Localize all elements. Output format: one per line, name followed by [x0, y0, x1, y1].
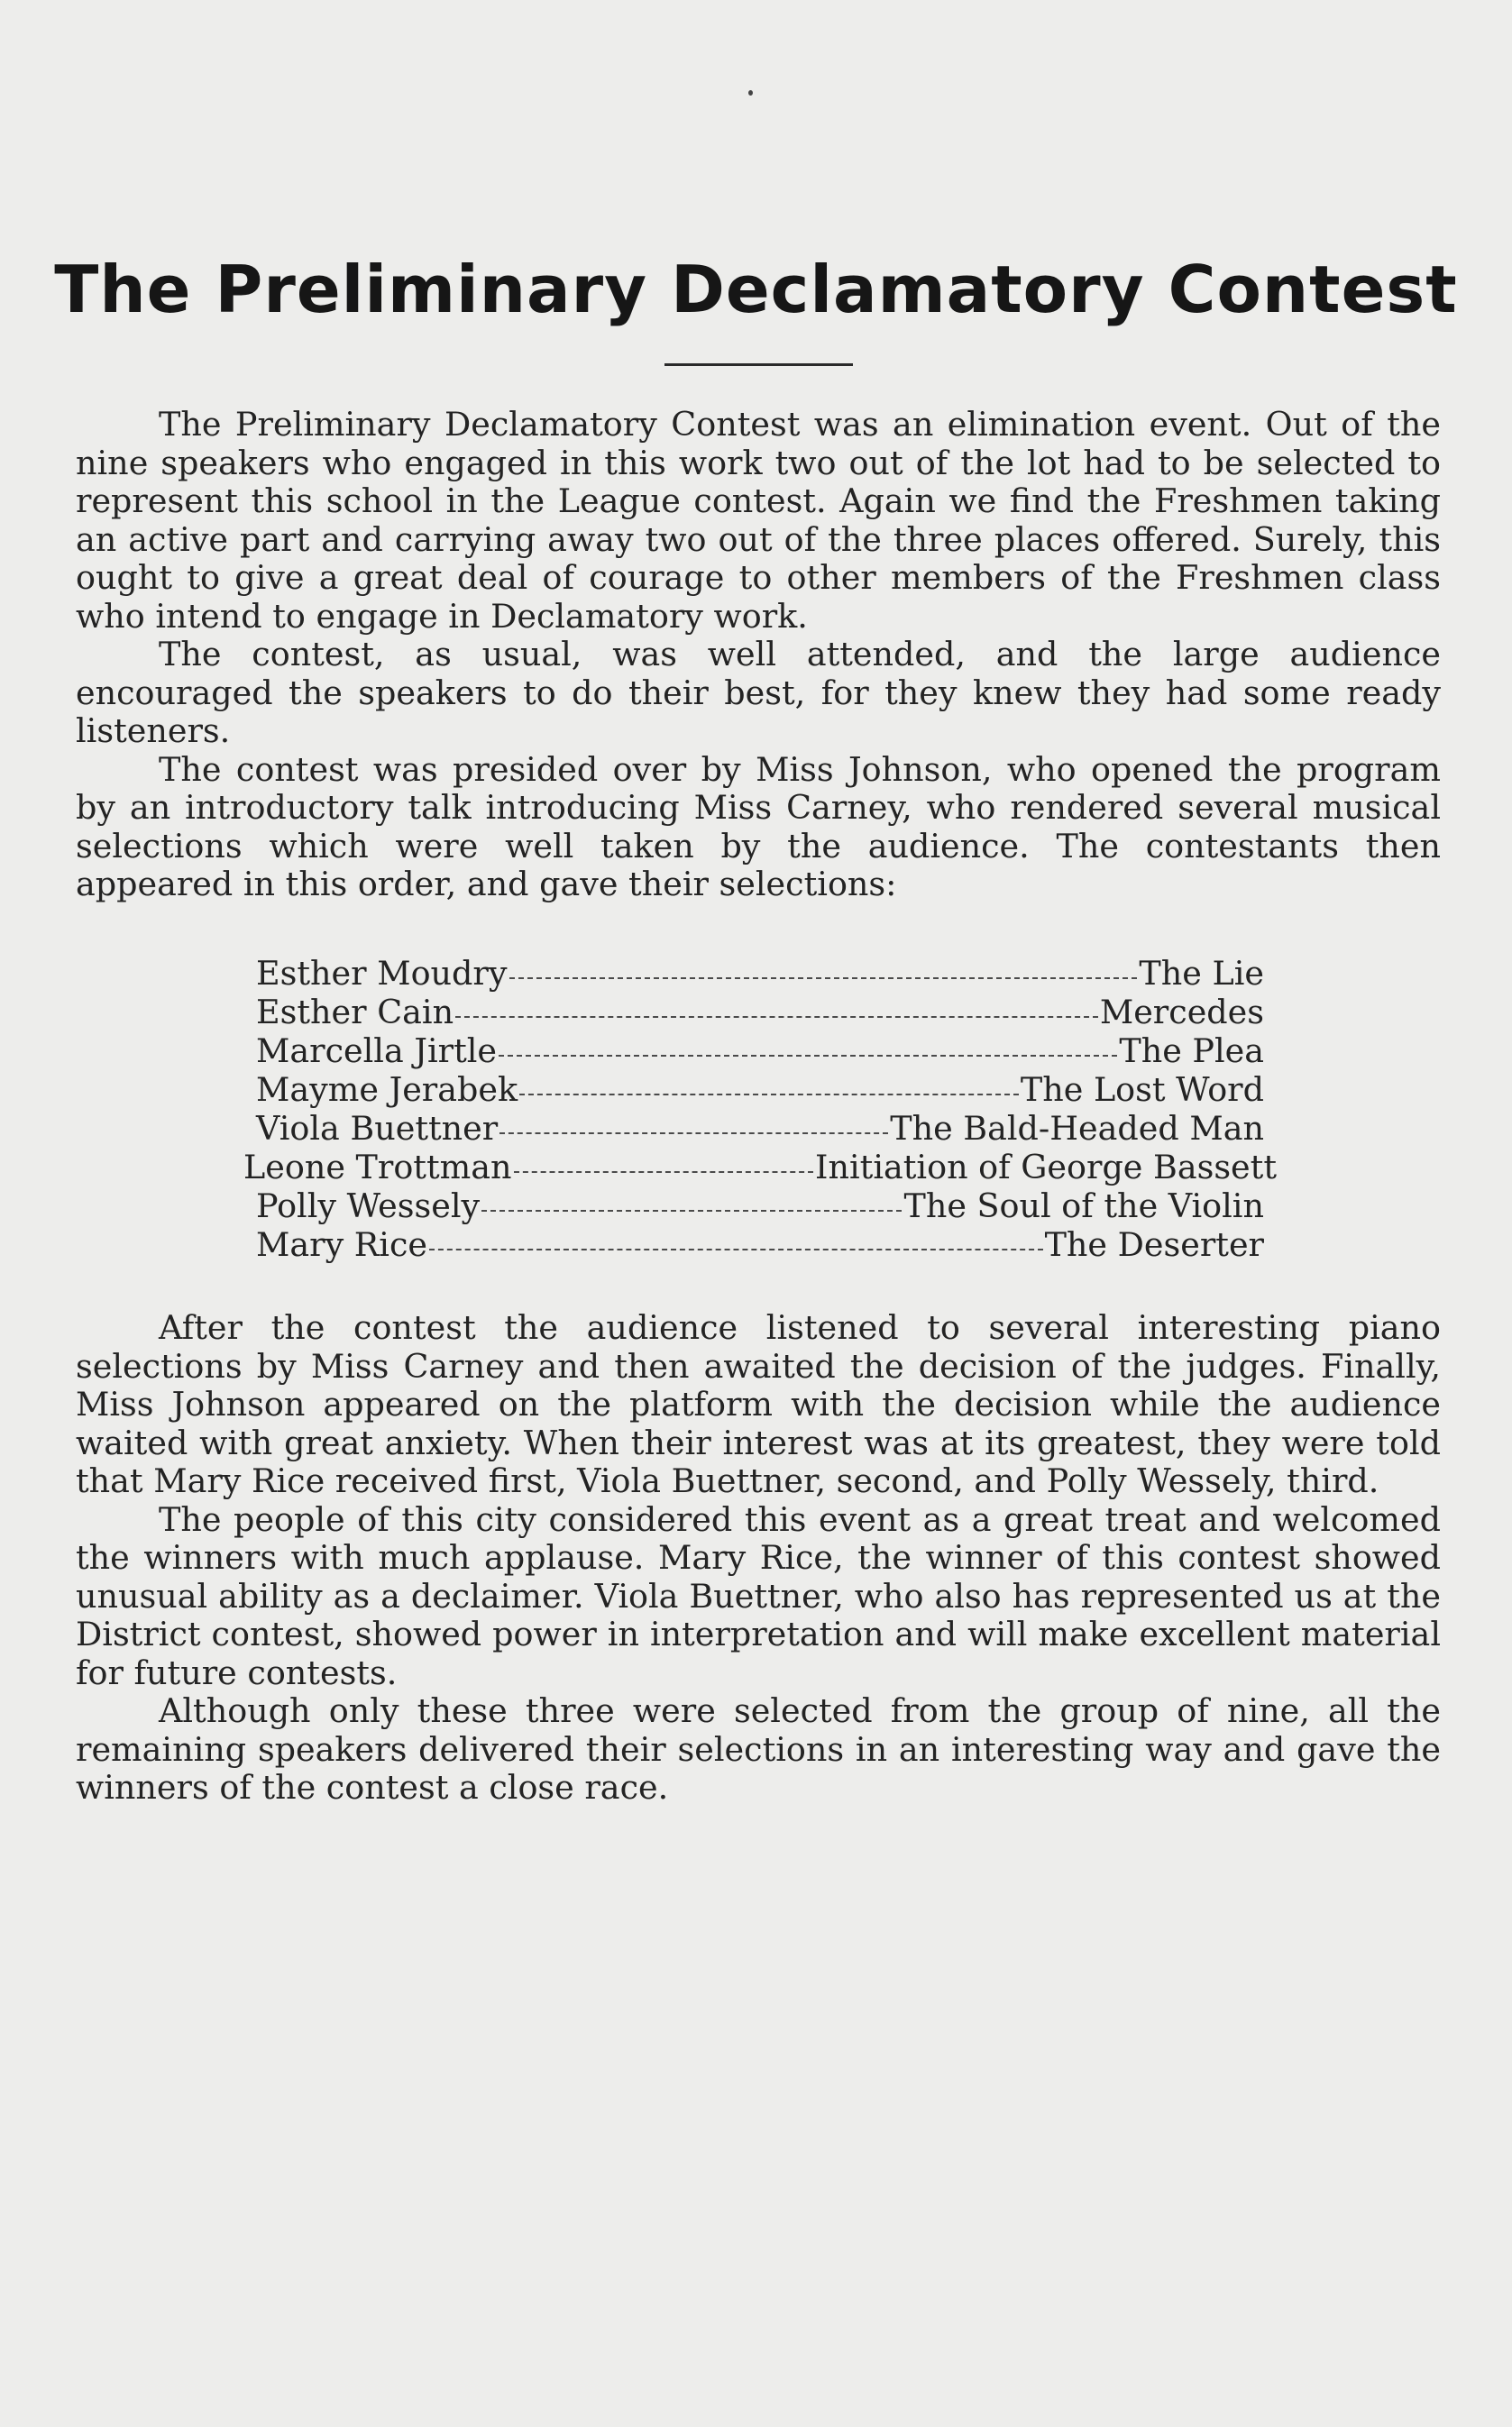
- contestant-name: Mayme Jerabek: [256, 1070, 518, 1109]
- dot-leader: [481, 1210, 902, 1212]
- contestant-list: [243, 954, 1277, 1264]
- intro-section: [76, 406, 1441, 904]
- contestant-name: Marcella Jirtle: [256, 1031, 498, 1070]
- contestant-selection: The Deserter: [1044, 1225, 1264, 1264]
- paragraph: The people of this city considered this event as a great treat and welcomed the winners with much applause. Mary Rice, the winner of this contest showed unusual ability as a declaimer. Viola Buettner, who also has represented us at the District contest, showed power in interpretation and will make excellent material for future contests.: [76, 1499, 1441, 1692]
- contestant-selection: The Lost Word: [1020, 1070, 1264, 1109]
- contestant-row: [256, 1109, 1264, 1148]
- print-speck: [748, 90, 753, 96]
- dot-leader: [499, 1132, 888, 1134]
- contestant-name: Leone Trottman: [243, 1148, 512, 1186]
- contestant-selection: Initiation of George Bassett: [815, 1148, 1277, 1186]
- paragraph: Although only these three were selected from the group of nine, all the remaining speakers delivered their selections in an interesting way and gave the winners of the contest a close race.: [76, 1691, 1441, 1807]
- contestant-row: [256, 1225, 1264, 1264]
- dot-leader: [429, 1249, 1043, 1250]
- paragraph: The contest was presided over by Miss Johnson, who opened the program by an introductory talk introducing Miss Carney, who rendered several musical selections which were well taken by the audience. The contestants then appeared in this order, and gave their selections:: [76, 749, 1441, 903]
- contestant-selection: The Lie: [1139, 954, 1264, 993]
- contestant-name: Viola Buettner: [256, 1109, 499, 1148]
- contestant-row: [256, 954, 1264, 993]
- dot-leader: [499, 1055, 1117, 1057]
- contestant-name: Mary Rice: [256, 1225, 428, 1264]
- contestant-row: [256, 1070, 1264, 1109]
- contestant-selection: The Bald-Headed Man: [890, 1109, 1264, 1148]
- contestant-selection: Mercedes: [1099, 993, 1264, 1031]
- page-title: The Preliminary Declamatory Contest: [54, 252, 1458, 327]
- contestant-name: Esther Moudry: [256, 954, 508, 993]
- dot-leader: [519, 1094, 1019, 1095]
- contestant-selection: The Plea: [1119, 1031, 1264, 1070]
- dot-leader: [509, 977, 1138, 979]
- dot-leader: [455, 1016, 1098, 1018]
- paragraph: The Preliminary Declamatory Contest was an elimination event. Out of the nine speakers who engaged in this work two out of the lot had to be selected to represent this school in the League contest. Again we find the Freshmen taking an active part and carrying away two out of the three places offered. Surely, this ought to give a great deal of courage to other members of the Freshmen class who intend to engage in Declamatory work.: [76, 405, 1441, 636]
- contestant-row: [243, 1148, 1277, 1186]
- contestant-name: Polly Wessely: [256, 1186, 481, 1225]
- contestant-selection: The Soul of the Violin: [903, 1186, 1264, 1225]
- contestant-name: Esther Cain: [256, 993, 454, 1031]
- contestant-row: [256, 993, 1264, 1031]
- closing-section: [76, 1309, 1441, 1808]
- paragraph: After the contest the audience listened to several interesting piano selections by Miss Carney and then awaited the decision of the judges. Finally, Miss Johnson appeared on the platform with the decision while the audience waited with great anxiety. When their interest was at its greatest, they were told that Mary Rice received first, Viola Buettner, second, and Polly Wessely, third.: [76, 1308, 1441, 1500]
- title-rule: [664, 363, 853, 366]
- contestant-row: [256, 1186, 1264, 1225]
- paragraph: The contest, as usual, was well attended, and the large audience encouraged the speakers to do their best, for they knew they had some ready listeners.: [76, 635, 1441, 750]
- dot-leader: [514, 1171, 814, 1173]
- contestant-row: [256, 1031, 1264, 1070]
